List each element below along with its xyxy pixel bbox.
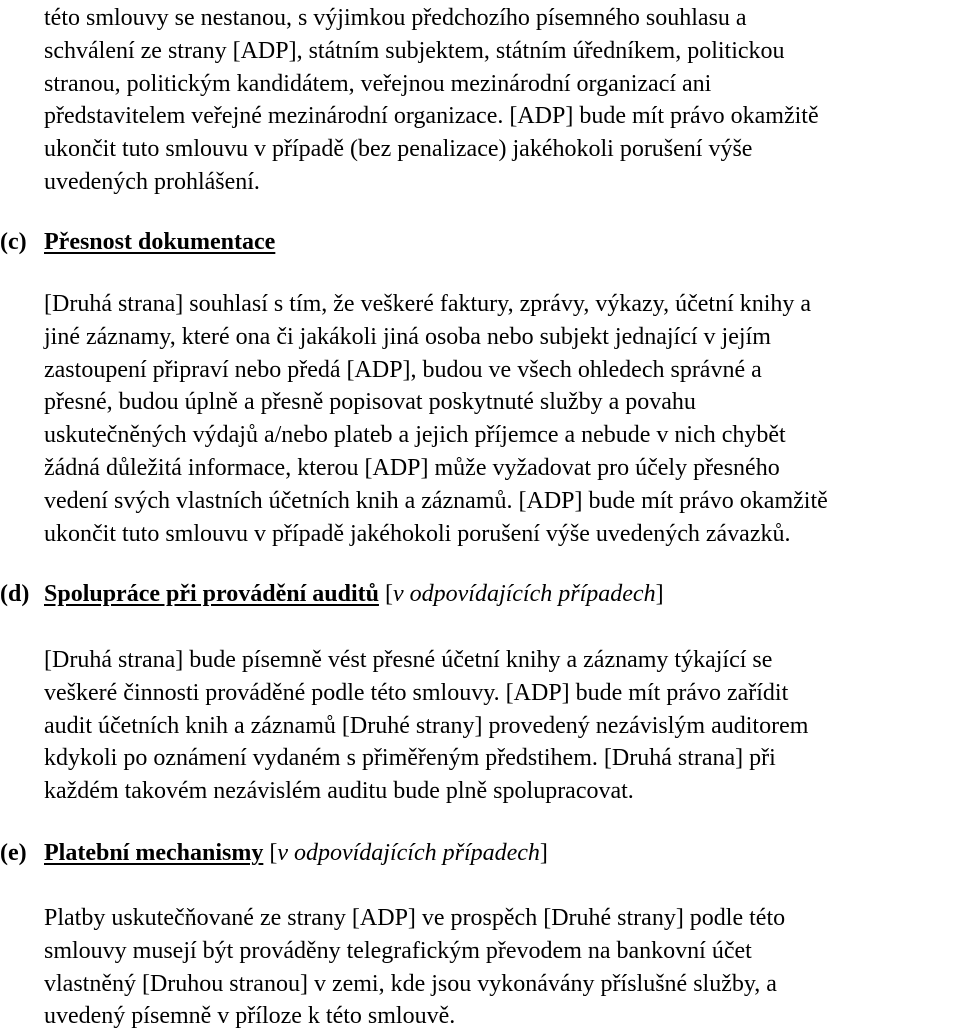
paragraph-line: ukončit tuto smlouvu v případě jakéhokoli porušení výše uvedených závazků. [44, 520, 791, 547]
paragraph-line: veškeré činnosti prováděné podle této smlouvy. [ADP] bude mít právo zařídit [44, 679, 789, 706]
paragraph-line: Platby uskutečňované ze strany [ADP] ve prospěch [Druhé strany] podle této [44, 905, 786, 931]
section-note: [v odpovídajících případech] [269, 840, 548, 866]
section-e-heading [0, 837, 960, 869]
paragraph-line: uvedený písemně v příloze k této smlouvě. [44, 1003, 456, 1030]
section-label: (e) [0, 840, 27, 866]
paragraph-line: uvedených prohlášení. [44, 168, 260, 195]
section-title: Přesnost dokumentace [44, 229, 276, 255]
paragraph-line: jiné záznamy, které ona či jakákoli jiná osoba nebo subjekt jednající v jejím [44, 323, 771, 350]
paragraph-line: [Druhá strana] souhlasí s tím, že veškeré faktury, zprávy, výkazy, účetní knihy a [44, 291, 812, 317]
paragraph-line: této smlouvy se nestanou, s výjimkou předchozího písemného souhlasu a [44, 5, 747, 31]
section-c-heading [0, 226, 960, 258]
paragraph-line: uskutečněných výdajů a/nebo plateb a jejich příjemce a nebude v nich chybět [44, 422, 786, 449]
paragraph-line: schválení ze strany [ADP], státním subjektem, státním úředníkem, politickou [44, 37, 785, 64]
paragraph-line: přesné, budou úplně a přesně popisovat poskytnuté služby a povahu [44, 389, 696, 416]
section-title: Spolupráce při provádění auditů [44, 581, 379, 607]
section-label: (d) [0, 581, 30, 607]
paragraph-line: [Druhá strana] bude písemně vést přesné účetní knihy a záznamy týkající se [44, 647, 773, 673]
section-d-body [44, 644, 960, 808]
section-label: (c) [0, 229, 27, 255]
section-e-body [44, 902, 960, 1033]
paragraph-line: audit účetních knih a záznamů [Druhé strany] provedený nezávislým auditorem [44, 712, 809, 739]
section-title: Platební mechanismy [44, 840, 264, 866]
section-c-body [44, 288, 960, 550]
section-note: [v odpovídajících případech] [384, 581, 664, 607]
paragraph-line: vedení svých vlastních účetních knih a záznamů. [ADP] bude mít právo okamžitě [44, 487, 828, 514]
section-d-heading [0, 578, 960, 610]
paragraph-line: představitelem veřejné mezinárodní organizace. [ADP] bude mít právo okamžitě [44, 103, 819, 130]
paragraph-line: kdykoli po oznámení vydaném s přiměřeným předstihem. [Druhá strana] při [44, 745, 776, 772]
paragraph-line: stranou, politickým kandidátem, veřejnou mezinárodní organizací ani [44, 70, 712, 97]
intro-paragraph [44, 2, 960, 199]
paragraph-line: smlouvy musejí být prováděny telegrafickým převodem na bankovní účet [44, 937, 752, 964]
paragraph-line: vlastněný [Druhou stranou] v zemi, kde jsou vykonávány příslušné služby, a [44, 970, 777, 997]
paragraph-line: ukončit tuto smlouvu v případě (bez penalizace) jakéhokoli porušení výše [44, 136, 753, 163]
paragraph-line: každém takovém nezávislém auditu bude plně spolupracovat. [44, 778, 634, 805]
paragraph-line: žádná důležitá informace, kterou [ADP] může vyžadovat pro účely přesného [44, 454, 780, 481]
paragraph-line: zastoupení připraví nebo předá [ADP], budou ve všech ohledech správné a [44, 356, 762, 383]
